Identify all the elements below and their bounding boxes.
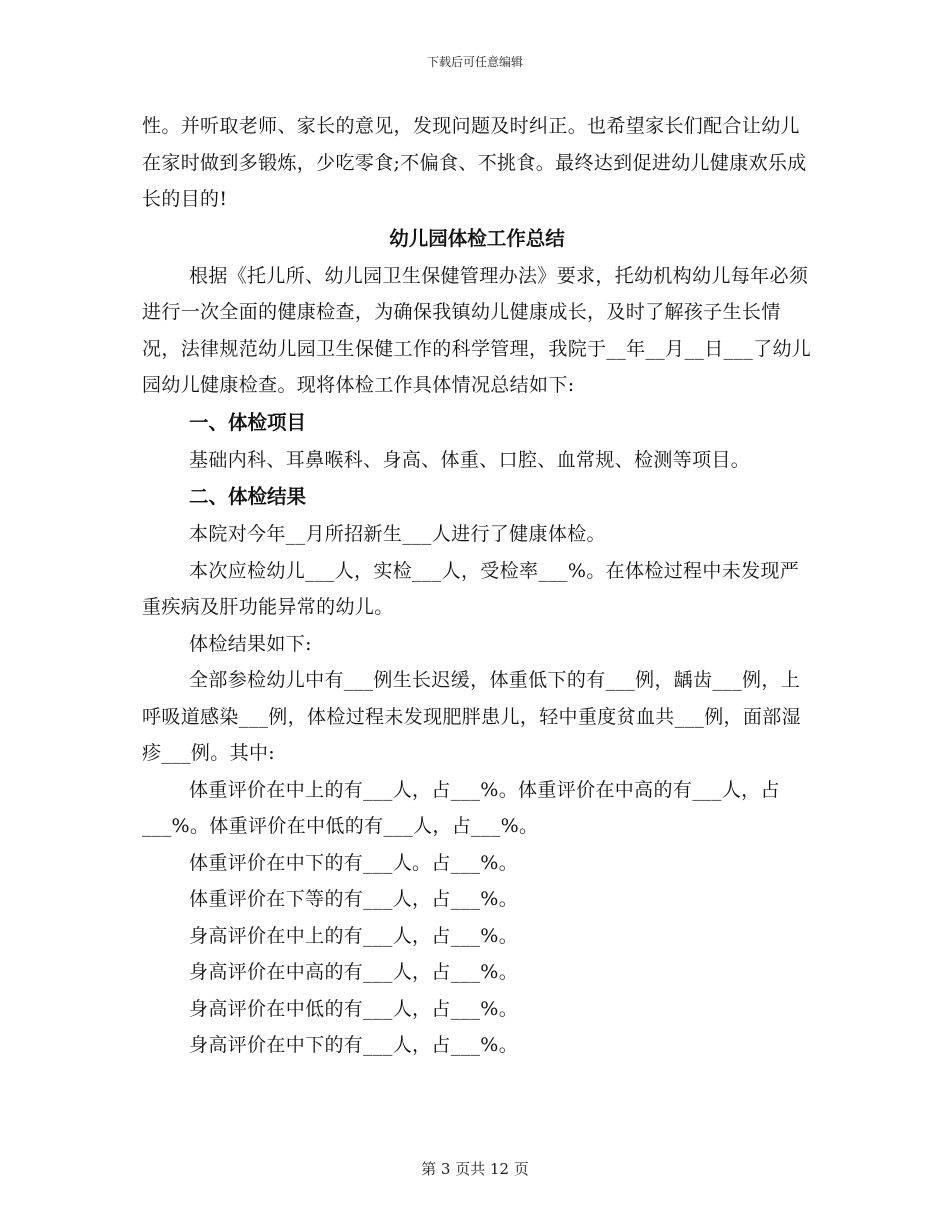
heading-checkup-results: 二、体检结果 (189, 485, 307, 508)
paragraph-check-rate: 本次应检幼儿___人，实检___人，受检率___%。在体检过程中未发现严重疾病及肝功能异常的幼儿。 (142, 559, 800, 618)
paragraph-height-mid-high: 身高评价在中高的有___人，占___%。 (189, 961, 519, 983)
paragraph-height-upper-mid: 身高评价在中上的有___人，占___%。 (189, 924, 519, 947)
paragraph-checkup-items: 基础内科、耳鼻喉科、身高、体重、口腔、血常规、检测等项目。 (189, 448, 751, 471)
paragraph-continued: 性。并听取老师、家长的意见，发现问题及时纠正。也希望家长们配合让幼儿在家时做到多锻炼，少吃零食;不偏食、不挑食。最终达到促进幼儿健康欢乐成长的目的! (142, 115, 807, 210)
document-body (142, 108, 812, 1064)
paragraph-weight-low: 体重评价在下等的有___人，占___%。 (189, 888, 519, 910)
heading-checkup-items: 一、体检项目 (189, 410, 307, 434)
paragraph-weight-eval: 体重评价在中上的有___人，占___%。体重评价在中高的有___人，占___%。体重评价在中低的有___人，占___%。 (142, 778, 780, 837)
paragraph-height-mid-low: 身高评价在中低的有___人，占___%。 (189, 997, 519, 1020)
page-footer: 第 3 页共 12 页 (421, 1160, 529, 1178)
paragraph-intro: 根据《托儿所、幼儿园卫生保健管理办法》要求，托幼机构幼儿每年必须进行一次全面的健康检查，为确保我镇幼儿健康成长，及时了解孩子生长情况，法律规范幼儿园卫生保健工作的科学管理，我院于__年__月__日___了幼儿园幼儿健康检查。现将体检工作具体情况总结如下: (142, 264, 812, 396)
page-header: 下载后可任意编辑 (426, 55, 523, 69)
paragraph-new-students: 本院对今年__月所招新生___人进行了健康体检。 (189, 523, 606, 545)
paragraph-results-detail: 全部参检幼儿中有___例生长迟缓，体重低下的有___例，龋齿___例，上呼吸道感染___例，体检过程未发现肥胖患儿，轻中重度贫血共___例，面部湿疹___例。其中: (142, 669, 801, 764)
paragraph-height-lower-mid: 身高评价在中下的有___人，占___%。 (189, 1034, 519, 1056)
paragraph-results-intro: 体检结果如下: (189, 632, 312, 655)
paragraph-weight-lower-mid: 体重评价在中下的有___人。占___%。 (189, 851, 519, 874)
section-title: 幼儿园体检工作总结 (389, 226, 565, 250)
